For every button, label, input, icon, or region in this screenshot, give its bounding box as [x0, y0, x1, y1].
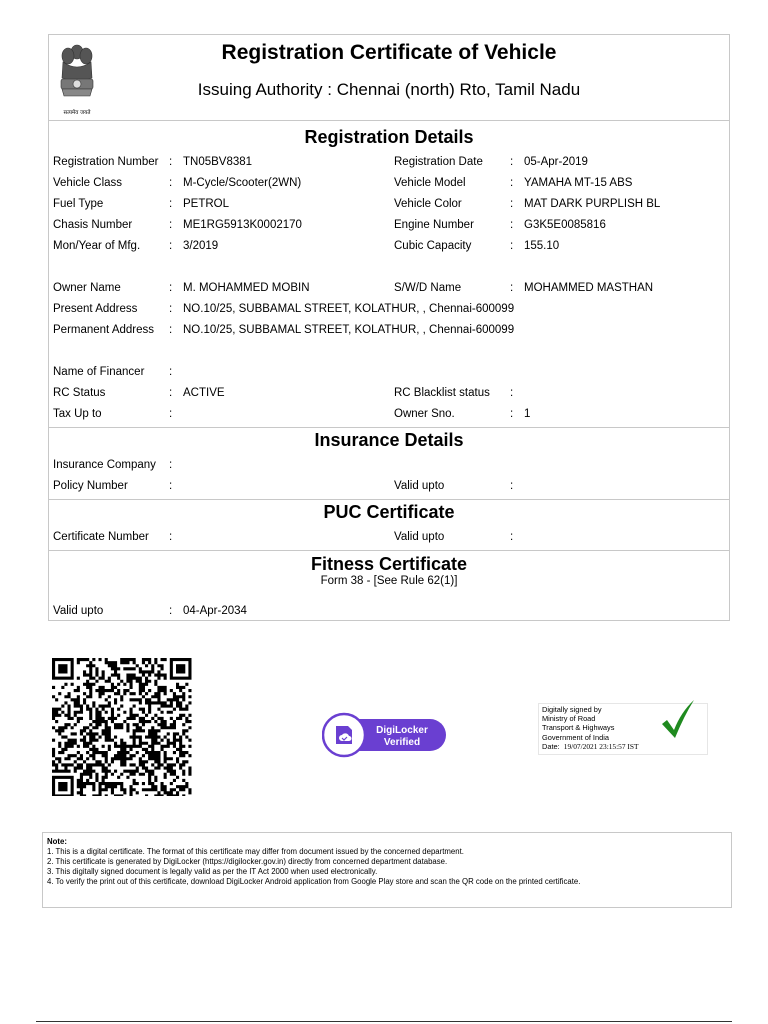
document-cloud-icon [336, 726, 352, 744]
field-label: Vehicle Class [53, 177, 123, 189]
digilocker-verified-badge [322, 710, 448, 760]
owner-sno: 1 [524, 408, 531, 420]
vehicle-class: M-Cycle/Scooter(2WN) [183, 177, 302, 189]
field-label: Cubic Capacity [394, 240, 472, 252]
field-label: Valid upto [53, 605, 104, 617]
issuing-authority: Issuing Authority : Chennai (north) Rto, Tamil Nadu [197, 80, 581, 99]
emblem-motto: सत्यमेव जयते [63, 110, 91, 116]
field-label: Tax Up to [53, 408, 102, 420]
field-label: Present Address [53, 303, 138, 315]
owner-name: M. MOHAMMED MOBIN [183, 282, 310, 294]
colon: : [169, 198, 173, 210]
colon: : [169, 531, 173, 543]
field-label: Mon/Year of Mfg. [53, 240, 141, 252]
qr-code-icon [52, 658, 196, 796]
colon: : [169, 219, 173, 231]
note-item: 1. This is a digital certificate. The format of this certificate may differ from document issued by the concerned department. [47, 847, 464, 856]
rc-status: ACTIVE [183, 387, 225, 399]
field-label: Engine Number [394, 219, 474, 231]
colon: : [169, 177, 173, 189]
colon: : [169, 408, 173, 420]
section-divider [48, 499, 730, 500]
colon: : [169, 303, 173, 315]
field-label: Chasis Number [53, 219, 133, 231]
field-label: Name of Financer [53, 366, 145, 378]
colon: : [510, 387, 514, 399]
note-item: 4. To verify the print out of this certificate, download DigiLocker Android application from Google Play store and scan the QR code on the printed certificate. [47, 877, 581, 886]
qr-finder-pattern [52, 776, 74, 796]
colon: : [169, 324, 173, 336]
field-label: Vehicle Model [394, 177, 466, 189]
fitness-heading: Fitness Certificate [310, 554, 468, 574]
colon: : [510, 156, 514, 168]
signature-date-label: Date: [542, 741, 560, 751]
registration-number: TN05BV8381 [183, 156, 253, 168]
note-box [42, 832, 732, 908]
field-label: RC Status [53, 387, 106, 399]
swd-name: MOHAMMED MASTHAN [524, 282, 654, 294]
puc-heading: PUC Certificate [323, 502, 455, 522]
colon: : [510, 480, 514, 492]
note-heading: Note: [47, 837, 67, 846]
colon: : [510, 177, 514, 189]
page-title: Registration Certificate of Vehicle [221, 41, 557, 64]
digital-signature-box [538, 703, 708, 755]
field-label: RC Blacklist status [394, 387, 490, 399]
colon: : [169, 480, 173, 492]
colon: : [510, 282, 514, 294]
footer-rule [36, 1021, 732, 1022]
field-label: Registration Date [394, 156, 483, 168]
signature-line: Digitally signed by [542, 705, 602, 714]
colon: : [169, 156, 173, 168]
field-label: Valid upto [394, 531, 445, 543]
fitness-valid: 04-Apr-2034 [183, 605, 247, 617]
mfg-date: 3/2019 [183, 240, 219, 252]
signature-date: 19/07/2021 23:15:57 IST [563, 741, 639, 751]
permanent-address: NO.10/25, SUBBAMAL STREET, KOLATHUR, , Chennai-600099 [183, 324, 515, 336]
field-label: Insurance Company [53, 459, 156, 471]
colon: : [169, 366, 173, 378]
colon: : [510, 219, 514, 231]
section-divider [48, 120, 730, 121]
green-checkmark-icon [659, 698, 697, 742]
present-address: NO.10/25, SUBBAMAL STREET, KOLATHUR, , Chennai-600099 [183, 303, 515, 315]
qr-finder-pattern [52, 658, 74, 680]
section-divider [48, 427, 730, 428]
colon: : [510, 240, 514, 252]
colon: : [169, 387, 173, 399]
signature-line: Transport & Highways [542, 723, 615, 733]
badge-line2: Verified [383, 737, 421, 748]
insurance-heading: Insurance Details [314, 430, 464, 450]
qr-finder-pattern [170, 658, 192, 680]
colon: : [169, 605, 173, 617]
engine-number: G3K5E0085816 [524, 219, 606, 231]
field-label: Certificate Number [53, 531, 149, 543]
colon: : [510, 531, 514, 543]
colon: : [510, 198, 514, 210]
fuel-type: PETROL [183, 198, 230, 210]
field-label: Owner Name [53, 282, 121, 294]
section-divider [48, 550, 730, 551]
badge-line1: DigiLocker [376, 725, 428, 736]
chasis-number: ME1RG5913K0002170 [183, 219, 302, 231]
colon: : [169, 240, 173, 252]
field-label: S/W/D Name [394, 282, 462, 294]
field-label: Owner Sno. [394, 408, 455, 420]
field-label: Valid upto [394, 480, 445, 492]
colon: : [169, 459, 173, 471]
vehicle-color: MAT DARK PURPLISH BL [524, 198, 661, 210]
vehicle-model: YAMAHA MT-15 ABS [524, 177, 633, 189]
registration-date: 05-Apr-2019 [524, 156, 588, 168]
field-label: Registration Number [53, 156, 159, 168]
registration-heading: Registration Details [304, 127, 474, 147]
signature-line: Ministry of Road [542, 714, 596, 724]
note-item: 2. This certificate is generated by DigiLocker (https://digilocker.gov.in) directly from concerned department database. [47, 857, 448, 866]
field-label: Permanent Address [53, 324, 155, 336]
field-label: Vehicle Color [394, 198, 462, 210]
fitness-form: Form 38 - [See Rule 62(1)] [320, 575, 458, 587]
field-label: Policy Number [53, 480, 128, 492]
note-item: 3. This digitally signed document is legally valid as per the IT Act 2000 when used electronically. [47, 867, 378, 876]
cubic-capacity: 155.10 [524, 240, 560, 252]
colon: : [510, 408, 514, 420]
field-label: Fuel Type [53, 198, 104, 210]
colon: : [169, 282, 173, 294]
signature-line: Government of India [542, 732, 609, 742]
